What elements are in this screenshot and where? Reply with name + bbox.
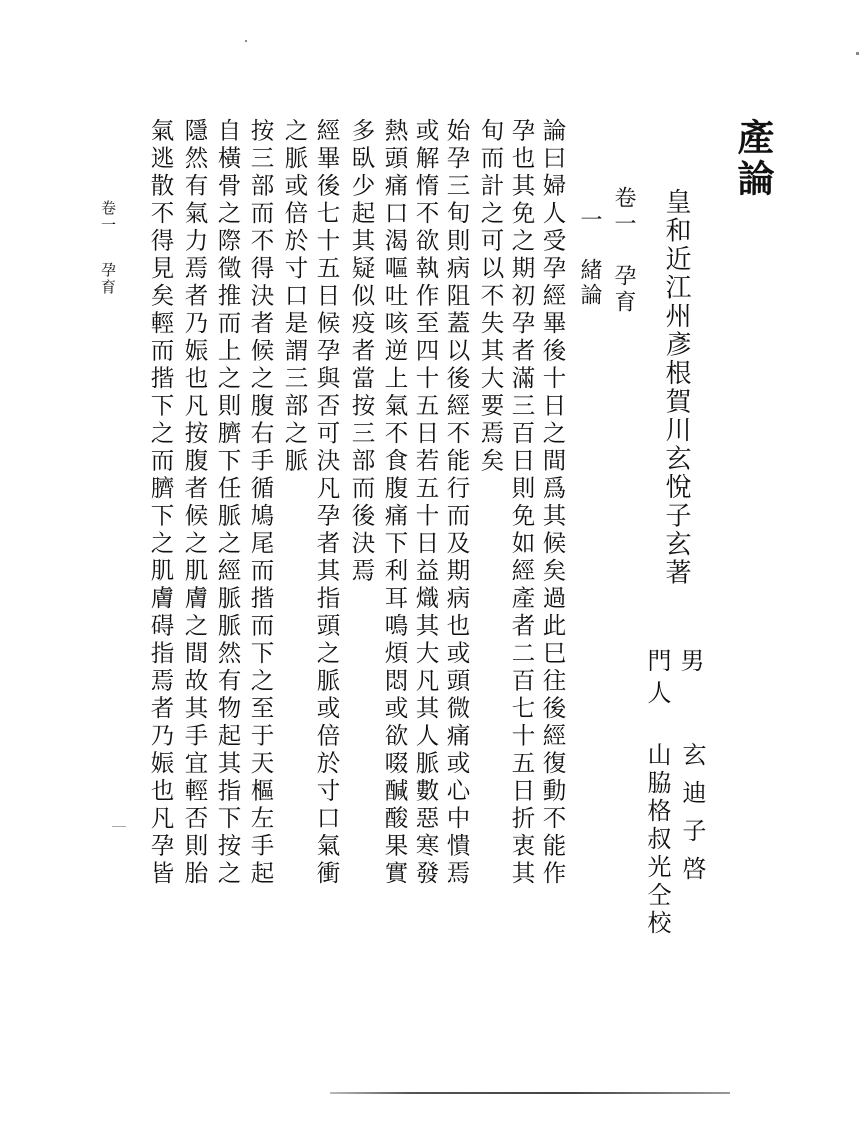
- credit-son-name: 玄迪子啓: [678, 742, 706, 894]
- body-column-10: 按三部而不得決者候之腹右手循鳩尾而揩而下之至于天樞左手起: [246, 118, 275, 888]
- running-head-chapter: 孕育: [99, 262, 117, 296]
- author-line: 皇和近江州彥根賀川玄悅子玄著: [661, 188, 691, 587]
- scan-speck: [112, 826, 126, 827]
- body-column-13: 氣逃散不得見矣輕而揩下之而臍下之肌膚碍指焉者乃娠也凡孕皆: [146, 118, 175, 888]
- body-column-9: 之脈或倍於寸口是謂三部之脈: [280, 118, 309, 476]
- bottom-rule: [330, 1092, 730, 1094]
- credit-disciple-role: 門人: [643, 648, 671, 712]
- scan-speck: [856, 52, 859, 55]
- body-column-2: 孕也其免之期初孕者滿三百日則免如經產者二百七十五日折衷其: [507, 118, 536, 888]
- body-column-7: 多臥少起其疑似疫者當按三部而後決焉: [347, 118, 376, 586]
- body-column-11: 自橫骨之際徵推而上之則臍下任脈之經脈脈然有物起其指下按之: [213, 118, 242, 888]
- running-head-volume: 卷一: [99, 200, 117, 234]
- body-column-12: 隱然有氣力焉者乃娠也凡按腹者候之肌膚之間故其手宜輕否則胎: [180, 118, 209, 888]
- body-column-3: 旬而計之可以不失其大要焉矣: [476, 118, 505, 476]
- credit-son-role: 男: [676, 648, 704, 680]
- scan-speck: [245, 40, 247, 42]
- body-column-8: 經畢後七十五日候孕與否可決凡孕者其指頭之脈或倍於寸口氣衝: [312, 118, 341, 888]
- body-column-5: 或解惰不欲執作至四十五日若五十日益熾其大凡其人脈數惡寒發: [411, 118, 440, 888]
- credit-disciple-name: 山脇格叔光仝校: [643, 742, 671, 938]
- section-heading: 一 緒論: [577, 208, 602, 308]
- volume-heading: 卷一 孕育: [611, 186, 636, 316]
- body-column-6: 熱頭痛口渴嘔吐咳逆上氣不食腹痛下利耳鳴煩悶或欲啜醎酸果實: [380, 118, 409, 888]
- body-column-1: 論曰婦人受孕經畢後十日之間爲其候矣過此巳往後經復動不能作: [538, 118, 567, 888]
- book-title: 產論: [731, 118, 775, 200]
- body-column-4: 始孕三旬則病阻蓋以後經不能行而及期病也或頭微痛或心中憒焉: [442, 118, 471, 888]
